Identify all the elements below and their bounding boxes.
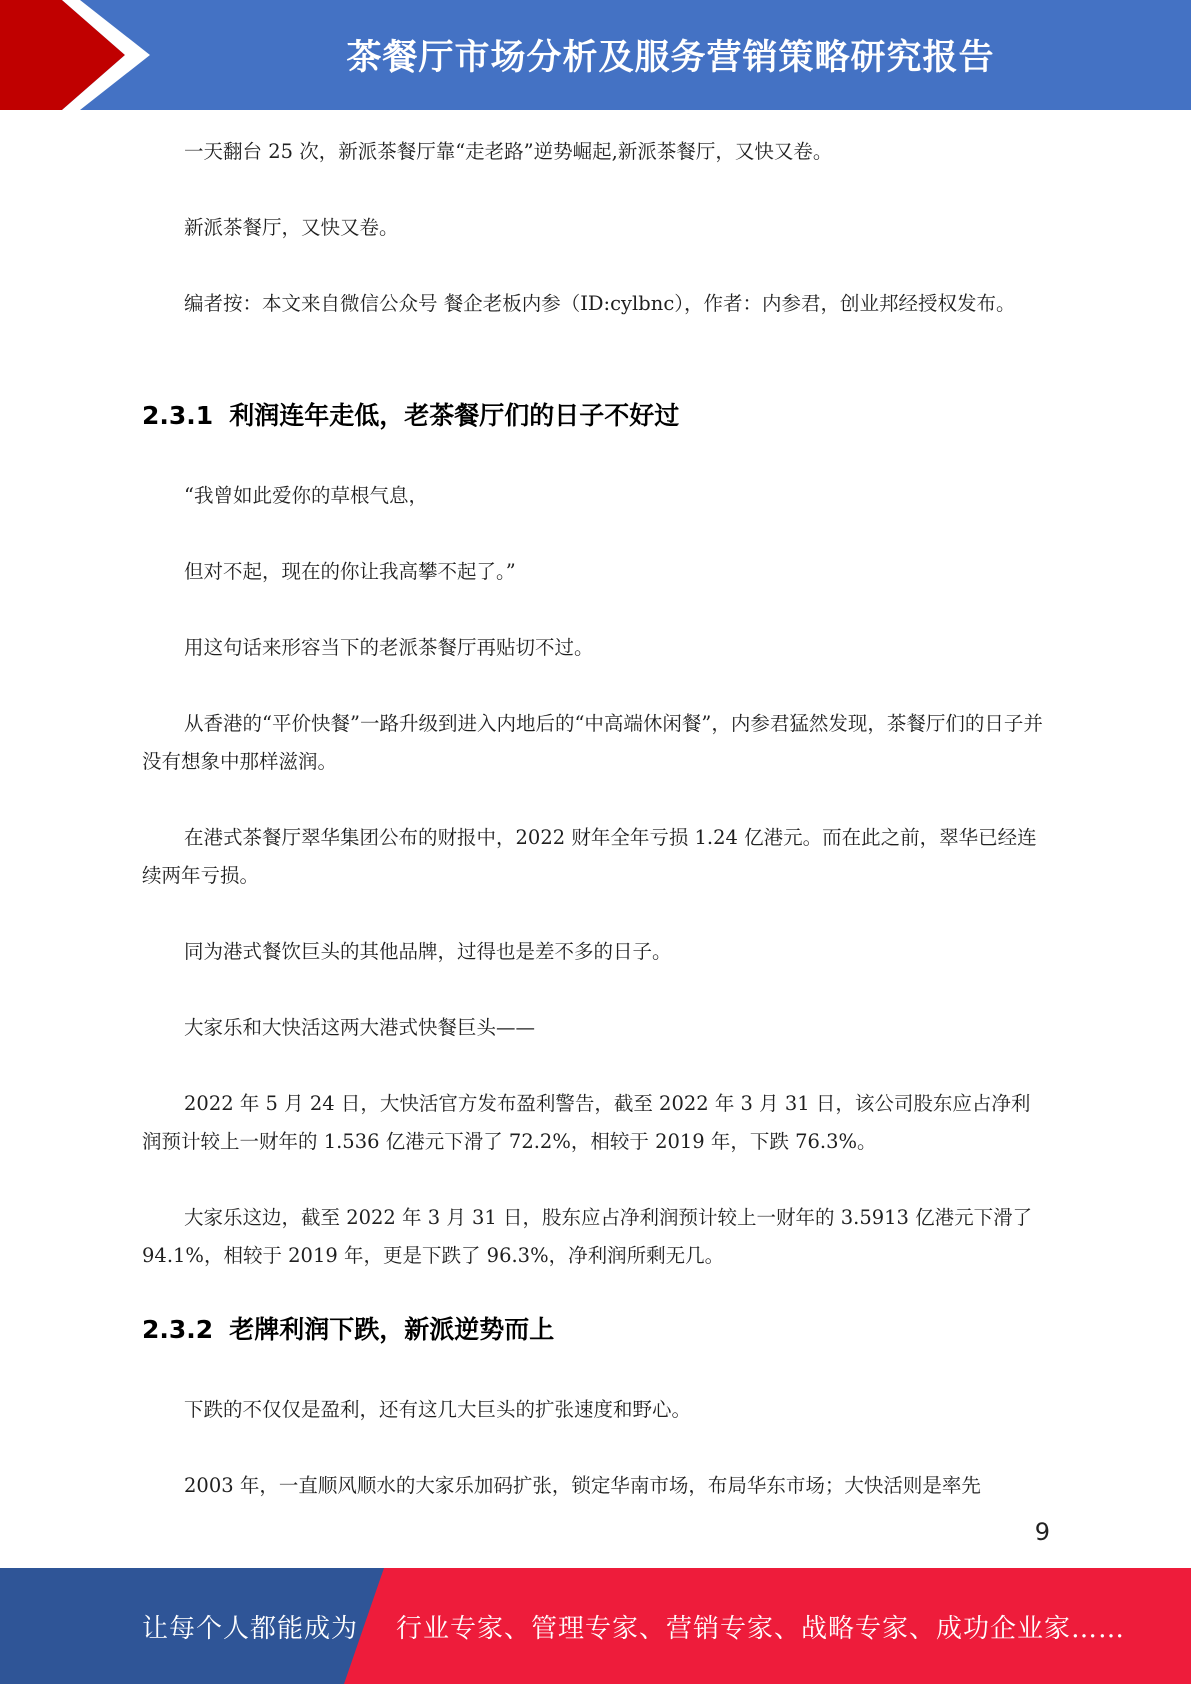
paragraph: “我曾如此爱你的草根气息， — [184, 484, 428, 507]
document-title: 茶餐厅市场分析及服务营销策略研究报告 — [346, 38, 995, 78]
section-title: 老牌利润下跌，新派逆势而上 — [229, 1315, 555, 1344]
paragraph: 2003 年，一直顺风顺水的大家乐加码扩张，锁定华南市场，布局华东市场；大快活则是率先 — [184, 1474, 981, 1497]
paragraph: 同为港式餐饮巨头的其他品牌，过得也是差不多的日子。 — [184, 940, 672, 963]
paragraph: 大家乐这边，截至 2022 年 3 月 31 日，股东应占净利润预计较上一财年的 3.5913 亿港元下滑了 94.1%，相较于 2019 年，更是下跌了 96.3%，净利润所剩无几。 — [142, 1206, 1033, 1267]
paragraph: 一天翻台 25 次，新派茶餐厅靠“走老路”逆势崛起,新派茶餐厅，又快又卷。 — [184, 140, 833, 163]
paragraph: 新派茶餐厅，又快又卷。 — [184, 216, 399, 239]
page-footer — [0, 1568, 1191, 1684]
footer-slogan-right: 行业专家、管理专家、营销专家、战略专家、成功企业家…… — [396, 1613, 1126, 1644]
section-heading — [142, 399, 1047, 433]
section-number: 2.3.2 — [142, 1315, 214, 1344]
paragraph: 从香港的“平价快餐”一路升级到进入内地后的“中高端休闲餐”，内参君猛然发现，茶餐厅们的日子并没有想象中那样滋润。 — [142, 712, 1043, 773]
paragraph: 下跌的不仅仅是盈利，还有这几大巨头的扩张速度和野心。 — [184, 1398, 692, 1421]
paragraph: 在港式茶餐厅翠华集团公布的财报中，2022 财年全年亏损 1.24 亿港元。而在此之前，翠华已经连续两年亏损。 — [142, 826, 1037, 887]
page-number: 9 — [1034, 1518, 1050, 1546]
paragraph: 用这句话来形容当下的老派茶餐厅再贴切不过。 — [184, 636, 594, 659]
section-number: 2.3.1 — [142, 401, 214, 430]
section-heading — [142, 1313, 1047, 1347]
footer-slogan-left: 让每个人都能成为 — [142, 1613, 359, 1644]
paragraph: 大家乐和大快活这两大港式快餐巨头—— — [184, 1016, 536, 1039]
paragraph: 但对不起，现在的你让我高攀不起了。” — [184, 560, 516, 583]
section-title: 利润连年走低，老茶餐厅们的日子不好过 — [229, 401, 680, 430]
paragraph: 2022 年 5 月 24 日，大快活官方发布盈利警告，截至 2022 年 3 月 31 日，该公司股东应占净利润预计较上一财年的 1.536 亿港元下滑了 72.2%，相较于 2019 年，下跌 76.3%。 — [142, 1092, 1031, 1153]
paragraph: 编者按：本文来自微信公众号 餐企老板内参（ID:cylbnc），作者：内参君，创业邦经授权发布。 — [184, 292, 1016, 315]
